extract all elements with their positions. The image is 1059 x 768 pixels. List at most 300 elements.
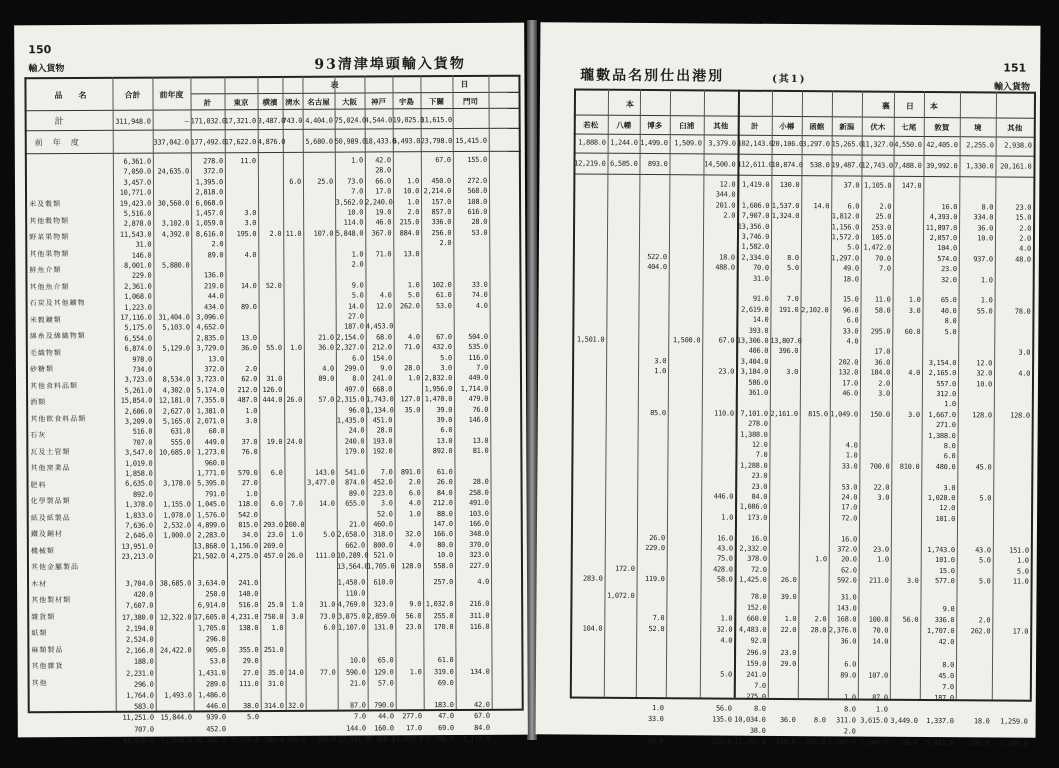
table-row-total: 1,223.0 — [124, 303, 152, 312]
table-row-value: 590.0 — [345, 668, 366, 677]
table-row-prev: 5,165.0 — [162, 417, 191, 426]
category-label: 其他製材類 — [31, 596, 72, 605]
table-row-prev: 30,560.0 — [157, 199, 190, 208]
column-header: 新潟 — [839, 122, 855, 132]
table-row-value: 17.0 — [841, 503, 858, 512]
table-row-prev: 24,422.0 — [160, 646, 192, 655]
table-row-total: 188.0 — [133, 658, 154, 667]
table-row-value: 14.0 — [813, 201, 830, 211]
table-row-total: 6,361.0 — [123, 157, 151, 166]
table-row-value: 14.0 — [347, 302, 364, 311]
table-row-value: 434.0 — [204, 302, 224, 311]
table-row-value: 85.0 — [650, 408, 666, 417]
table-row-total: 7,607.0 — [125, 602, 154, 611]
table-row-value: 1,956.0 — [424, 384, 453, 393]
table-row-value: 4.0 — [846, 337, 859, 346]
table-row-value: 662.0 — [345, 541, 365, 550]
table-row-total: 2,606.0 — [124, 407, 153, 416]
table-row-value: 23.0 — [405, 623, 422, 632]
table-row-value: 127.0 — [400, 395, 421, 404]
table-row-prev: 3,102.0 — [161, 219, 190, 228]
table-row-value: 1,457.0 — [195, 209, 224, 218]
table-row-value: 4.0 — [845, 441, 858, 450]
table-row-value: 1,134.0 — [366, 405, 394, 415]
table-row-value: 2.0 — [978, 616, 991, 625]
table-row-value: 660.0 — [746, 614, 767, 623]
left-page — [14, 23, 528, 745]
column-rule — [992, 91, 997, 699]
table-row-value: 147.0 — [901, 181, 922, 190]
table-row-total: 11,251.0 — [122, 714, 154, 723]
table-row-value: 10.0 — [349, 656, 366, 665]
category-label: 野菜果物類 — [29, 233, 70, 242]
table-row-value: 1.0 — [245, 406, 258, 415]
table-row-value: 7.0 — [652, 614, 665, 623]
table-row-value: 36.0 — [977, 223, 994, 233]
table-row-value: 15.0 — [1015, 213, 1032, 222]
table-row-value: 1,086.0 — [739, 503, 768, 512]
table-row-value: 87.0 — [350, 701, 366, 710]
table-row-value: 7.0 — [786, 295, 799, 304]
table-row-value: 1,425.0 — [739, 575, 767, 585]
table-row-value: 45.0 — [938, 672, 954, 681]
table-row-value: 278.0 — [203, 157, 223, 166]
table-row-value: 23.0 — [1015, 203, 1032, 212]
total-row-prev: — — [184, 117, 189, 126]
total-row-value: 19,025.0 — [392, 116, 424, 125]
table-row-value: 191.0 — [778, 305, 799, 314]
table-row-value: 5.0 — [978, 556, 991, 565]
table-row-value: 211.0 — [868, 576, 889, 585]
table-row-value: 2,818.0 — [195, 188, 224, 197]
table-row-value: 2,334.0 — [741, 253, 769, 262]
table-row-value: 96.0 — [348, 406, 365, 415]
table-row-value: 1,500.0 — [672, 336, 701, 345]
table-row-value: 3,746.0 — [741, 232, 770, 241]
table-row-total: 2,231.0 — [126, 669, 154, 678]
total-row-value: 75,024.0 — [334, 116, 366, 125]
table-row-value: 187.0 — [344, 322, 364, 332]
table-row-value: 216.0 — [469, 600, 490, 609]
table-row-value: 1.0 — [407, 281, 420, 290]
table-row-value: 432.0 — [432, 343, 452, 352]
table-row-value: 18.0 — [973, 717, 990, 726]
table-row-total: 516.0 — [132, 428, 153, 437]
table-row-value: 2.0 — [843, 727, 856, 736]
table-row-value: 35.0 — [404, 405, 421, 414]
total-row-value: 171,032.0 — [190, 117, 226, 126]
table-row-value: 4.0 — [477, 577, 490, 586]
table-row-value: 7.0 — [351, 187, 364, 196]
table-row-prev: 2,627.0 — [162, 407, 191, 416]
table-row-value: 84.0 — [751, 492, 768, 501]
table-row-value: 5.0 — [407, 291, 420, 300]
table-row-value: 4,453.0 — [365, 322, 394, 331]
table-row-value: 10,289.0 — [336, 551, 369, 560]
table-row-total: 15,854.0 — [120, 396, 153, 405]
total-row-label: 計 — [54, 117, 74, 128]
table-row-value: 89.0 — [840, 671, 856, 680]
table-row-value: 262.0 — [400, 301, 420, 310]
table-row-value: 874.0 — [344, 478, 365, 488]
table-row-value: 2,458.0 — [231, 735, 259, 745]
table-row-total: 6,874.0 — [124, 344, 152, 353]
header-group-japan: 日 — [460, 78, 469, 90]
table-row-value: 3,184.0 — [740, 367, 769, 377]
table-row-value: 40.0 — [940, 306, 957, 315]
prev-row-value: 14,500.0 — [704, 160, 736, 169]
table-row-value: 393.0 — [748, 326, 769, 335]
column-header: 下關 — [429, 97, 445, 107]
table-row-value: 1,196.0 — [1000, 739, 1028, 748]
table-row-value: 130.0 — [779, 180, 800, 190]
table-row-value: 12.0 — [719, 180, 736, 189]
table-row-total: 296.0 — [133, 680, 154, 689]
table-row-value: 7.0 — [942, 683, 954, 692]
table-row-value: 700.0 — [869, 462, 890, 471]
table-row-value: 15.0 — [938, 566, 955, 575]
table-row-value: 336.0 — [934, 616, 955, 625]
table-row-value: 240.0 — [344, 437, 365, 446]
table-row-value: 452.0 — [206, 724, 226, 733]
table-row-value: 372.0 — [204, 365, 224, 374]
table-row-value: 460.0 — [373, 520, 393, 529]
table-row-value: 7.0 — [879, 264, 891, 273]
table-row-value: 355.0 — [238, 646, 259, 655]
table-row-value: 68.0 — [376, 333, 392, 342]
table-row-value: 1.0 — [245, 489, 258, 498]
table-row-value: 65.0 — [940, 296, 957, 305]
table-row-value: 172.0 — [615, 564, 635, 573]
prev-row-value: 17,622.0 — [224, 138, 257, 147]
table-row-value: 1.0 — [271, 623, 284, 632]
table-row-value: 939.0 — [206, 713, 226, 722]
prev-row-value: 7,488.0 — [894, 161, 922, 170]
table-row-value: 312.0 — [936, 390, 956, 399]
table-row-value: 53.0 — [209, 657, 226, 666]
table-row-value: 449.0 — [204, 438, 225, 447]
table-row-value: 251.0 — [263, 646, 284, 655]
table-row-prev: 12,322.0 — [159, 613, 192, 622]
table-row-value: 170.0 — [433, 622, 454, 631]
prev-row-value: 39,992.0 — [926, 161, 958, 171]
table-row-value: 34.0 — [242, 531, 258, 540]
column-rule — [956, 91, 961, 699]
table-row-value: 10.0 — [403, 187, 420, 196]
category-label: 其他食料品類 — [30, 381, 79, 390]
table-row-total: 707.0 — [132, 438, 153, 447]
table-row-value: 2,332.0 — [739, 544, 767, 553]
table-row-value: 1.0 — [1016, 556, 1029, 566]
table-row-value: 1,072.0 — [607, 591, 635, 600]
column-rule — [570, 88, 576, 696]
table-row-value: 5.0 — [978, 577, 991, 586]
table-row-value: 7.0 — [755, 451, 768, 460]
table-row-value: 155.0 — [467, 155, 487, 164]
table-row-value: 28.0 — [472, 478, 489, 487]
table-row-value: 4,899.0 — [197, 521, 225, 530]
column-header: 其他 — [713, 121, 729, 131]
table-row-value: 1,743.0 — [927, 545, 955, 555]
total-rule — [25, 128, 521, 132]
table-row-total: 229.0 — [131, 272, 152, 281]
table-row-value: 815.0 — [238, 521, 258, 530]
table-row-value: 344.0 — [715, 190, 736, 200]
table-row-value: 105.0 — [871, 233, 892, 242]
table-row-value: 102.0 — [431, 280, 452, 289]
table-row-value: 46.0 — [375, 218, 392, 227]
table-row-value: 13,807.0 — [770, 336, 802, 346]
table-row-value: 5.0 — [720, 670, 732, 679]
table-row-value: 17.0 — [842, 378, 859, 388]
table-row-value: 10.0 — [437, 551, 453, 560]
table-row-value: 937.0 — [973, 255, 993, 264]
table-row-value: 19.0 — [901, 738, 918, 748]
table-row-value: 1.0 — [351, 250, 364, 259]
table-row-value: 2,102.0 — [801, 305, 829, 315]
column-header: 淸水 — [285, 97, 301, 107]
total-row-value: 3,487.0 — [257, 116, 286, 126]
category-label: 其他窯業品 — [30, 464, 71, 473]
table-row-value: 361.0 — [748, 388, 768, 397]
table-row-total: 1,068.0 — [124, 292, 152, 301]
table-row-value: 1,582.0 — [741, 243, 769, 252]
table-row-value: 446.0 — [206, 702, 226, 711]
table-row-value: 11.0 — [874, 295, 891, 305]
table-row-value: 179.0 — [344, 447, 365, 456]
table-row-value: 12,841.0 — [337, 735, 370, 744]
table-row-value: 19.0 — [266, 437, 283, 446]
table-row-total: 2,166.0 — [125, 646, 154, 655]
table-row-value: 96.0 — [842, 306, 859, 315]
table-row-value: 36.0 — [840, 637, 857, 646]
table-row-total: 5,516.0 — [123, 209, 152, 218]
table-row-value: 61.0 — [437, 656, 454, 665]
table-row-value: 14.0 — [287, 668, 304, 677]
table-row-value: 1.0 — [876, 556, 889, 565]
column-rule — [1030, 92, 1036, 700]
table-row-total: 6,635.0 — [125, 480, 153, 489]
table-row-value: 1.0 — [407, 177, 419, 186]
table-row-value: 8,616.0 — [195, 230, 224, 239]
table-row-value: 2.0 — [245, 365, 257, 374]
category-label: 米及穀類 — [29, 200, 62, 209]
group-rule-right — [574, 114, 1036, 118]
table-row-value: 36.0 — [779, 715, 796, 724]
table-row-total: 2,194.0 — [125, 624, 154, 633]
table-row-value: 262.0 — [970, 627, 991, 636]
table-row-value: 4.0 — [409, 541, 421, 550]
table-row-value: 14.0 — [318, 499, 335, 508]
table-row-value: 2.0 — [408, 478, 421, 487]
table-row-value: 2,057.0 — [929, 233, 958, 243]
table-row-value: 1,714.0 — [460, 384, 489, 393]
table-row-value: 89.0 — [318, 375, 335, 384]
table-row-value: 1,337.0 — [926, 716, 954, 725]
table-row-value: 4.0 — [475, 301, 488, 310]
table-row-value: 104.0 — [582, 624, 603, 633]
table-row-total: 892.0 — [132, 490, 153, 499]
prev-rule-right — [573, 173, 1035, 177]
table-row-value: 3,404.0 — [740, 357, 769, 366]
table-row-value: 5,421.0 — [926, 739, 954, 748]
table-row-prev: 15,844.0 — [160, 713, 192, 722]
table-row-value: 26.0 — [649, 533, 665, 542]
prev-row-value: 19,487.0 — [831, 161, 863, 170]
table-row-value: 6.0 — [943, 452, 956, 461]
table-row-value: 223.0 — [372, 489, 393, 498]
table-row-value: 884.0 — [399, 229, 420, 238]
table-row-value: 480.0 — [935, 462, 956, 471]
table-row-value: 1.0 — [651, 703, 664, 712]
table-row-value: 53.0 — [841, 482, 858, 492]
header-group-right: 裏 日 本 — [881, 100, 938, 112]
table-row-value: 32.0 — [976, 369, 993, 378]
table-row-prev: 38,685.0 — [159, 579, 192, 588]
category-label: 其他金屬製品 — [30, 563, 79, 572]
table-row-prev: 71,848.0 — [160, 736, 192, 745]
table-row-value: 1,388.0 — [740, 430, 768, 439]
table-row-total: 978.0 — [132, 355, 152, 364]
table-row-value: 5.0 — [246, 713, 259, 722]
table-row-value: 1.0 — [407, 197, 420, 206]
table-row-value: 116.0 — [469, 622, 490, 631]
table-row-value: 74.0 — [471, 291, 488, 300]
prev-row-value: 1,330.0 — [966, 162, 994, 171]
table-row-value: 200.0 — [284, 520, 305, 529]
category-label: 瓦及土管類 — [30, 447, 71, 456]
table-row-value: 10,034.0 — [734, 715, 766, 724]
table-row-prev: 4,302.0 — [162, 386, 191, 395]
column-header: 伏木 — [870, 122, 886, 132]
table-row-value: 7,907.0 — [741, 211, 770, 221]
table-row-total: 2,524.0 — [125, 635, 154, 644]
table-row-value: 487.0 — [237, 396, 258, 405]
table-row-value: 3.0 — [907, 410, 920, 419]
table-row-value: 1.0 — [654, 367, 667, 376]
total-row-value: 42,405.0 — [926, 140, 958, 150]
table-row-value: 406.0 — [748, 347, 769, 356]
table-row-value: 2,283.0 — [197, 531, 225, 540]
table-row-value: 1,501.0 — [576, 335, 605, 344]
table-row-total: 11,543.0 — [119, 230, 152, 239]
table-row-value: 116.0 — [468, 353, 488, 362]
table-row-value: 8.0 — [981, 203, 994, 212]
table-row-value: 6.0 — [270, 500, 283, 509]
table-row-value: 28.0 — [471, 218, 488, 227]
table-row-value: 586.0 — [748, 378, 769, 387]
table-row-value: 36.0 — [318, 343, 334, 352]
category-label: 其他 — [31, 678, 48, 687]
table-row-value: 1.0 — [814, 555, 827, 564]
header-total: 合計 — [124, 89, 141, 100]
table-row-value: 108.0 — [467, 197, 488, 206]
table-row-value: 23.0 — [873, 545, 889, 554]
table-row-value: 70.0 — [872, 626, 889, 635]
table-row-total: 8,001.0 — [123, 261, 152, 270]
table-row-value: 1,435.0 — [336, 416, 365, 425]
header-group-table: 表 — [330, 79, 339, 90]
table-row-value: 152.0 — [746, 603, 767, 612]
table-row-value: 9.0 — [380, 364, 392, 373]
table-row-value: 183.0 — [434, 701, 454, 710]
table-row-value: 5.0 — [944, 327, 957, 336]
table-row-value: 4,275.0 — [230, 552, 258, 561]
table-row-prev: 5,129.0 — [162, 344, 190, 353]
header-item-name: 品 名 — [54, 89, 87, 101]
table-row-value: 154.0 — [372, 353, 392, 363]
table-row-value: 23.0 — [751, 482, 768, 491]
table-row-value: 3,615.0 — [860, 716, 888, 725]
table-row-value: 4.0 — [408, 333, 420, 342]
total-row-value: 15,265.0 — [831, 140, 864, 149]
table-row-value: 16.0 — [751, 534, 767, 543]
table-row-value: 6.0 — [846, 316, 859, 325]
column-header: 横濱 — [262, 97, 278, 108]
table-row-value: 58.0 — [716, 575, 733, 584]
column-header: 其他 — [1007, 123, 1023, 133]
header-rule — [25, 108, 521, 112]
table-row-value: 33.0 — [842, 326, 859, 336]
table-row-total: 420.0 — [133, 590, 154, 599]
table-row-value: 67.0 — [435, 156, 451, 165]
table-row-value: 13.0 — [403, 249, 420, 258]
table-row-value: 296.0 — [746, 648, 767, 657]
table-row-value: 378.0 — [747, 555, 767, 564]
table-row-value: 3.0 — [244, 219, 257, 228]
prev-row-value: 177,492.0 — [190, 138, 227, 147]
table-row-value: 38.0 — [749, 726, 766, 735]
table-row-value: 1,388.0 — [928, 431, 956, 440]
table-row-value: 3,488.0 — [367, 735, 396, 744]
category-label: 紙類 — [31, 629, 48, 638]
column-header: 名古屋 — [307, 97, 330, 107]
table-row-value: 810.0 — [899, 462, 920, 471]
table-row-value: 2.0 — [211, 240, 224, 249]
table-row-value: 166.0 — [469, 519, 489, 528]
column-header: 計 — [203, 98, 212, 108]
table-row-value: 100.0 — [868, 615, 889, 624]
table-row-value: 1,045.0 — [197, 500, 225, 509]
table-row-value: 159.0 — [746, 659, 767, 668]
table-row-value: 53.0 — [471, 228, 488, 237]
header-group-left: 本 — [625, 98, 634, 109]
table-row-value: 57.0 — [377, 679, 394, 688]
table-row-value: 39.0 — [436, 416, 453, 425]
table-row-value: 1.0 — [845, 451, 858, 460]
prev-row-value: 538.0 — [809, 161, 830, 170]
table-row-value: 13.0 — [241, 333, 257, 342]
table-row-value: 55.0 — [266, 344, 282, 353]
table-row-value: 129.0 — [373, 667, 394, 677]
table-row-value: 1.0 — [980, 275, 993, 285]
table-row-value: 3,875.0 — [337, 612, 366, 621]
table-row-prev: 3,178.0 — [163, 479, 191, 488]
table-row-value: 1,743.0 — [366, 395, 394, 404]
table-row-total: 10,771.0 — [119, 188, 152, 197]
table-row-value: 668.0 — [372, 385, 393, 394]
table-row-value: 32.0 — [405, 530, 421, 539]
table-row-value: 91.0 — [752, 295, 769, 304]
column-header: 若松 — [583, 120, 599, 130]
table-row-value: 278.0 — [748, 419, 768, 429]
category-label: 綿糸及綿織物類 — [29, 331, 86, 341]
table-row-value: 1.0 — [291, 531, 303, 540]
table-row-value: 319.0 — [433, 667, 454, 676]
table-row-value: 11,897.0 — [925, 223, 958, 232]
column-rule — [604, 89, 609, 697]
table-row-value: 15.0 — [842, 295, 859, 304]
